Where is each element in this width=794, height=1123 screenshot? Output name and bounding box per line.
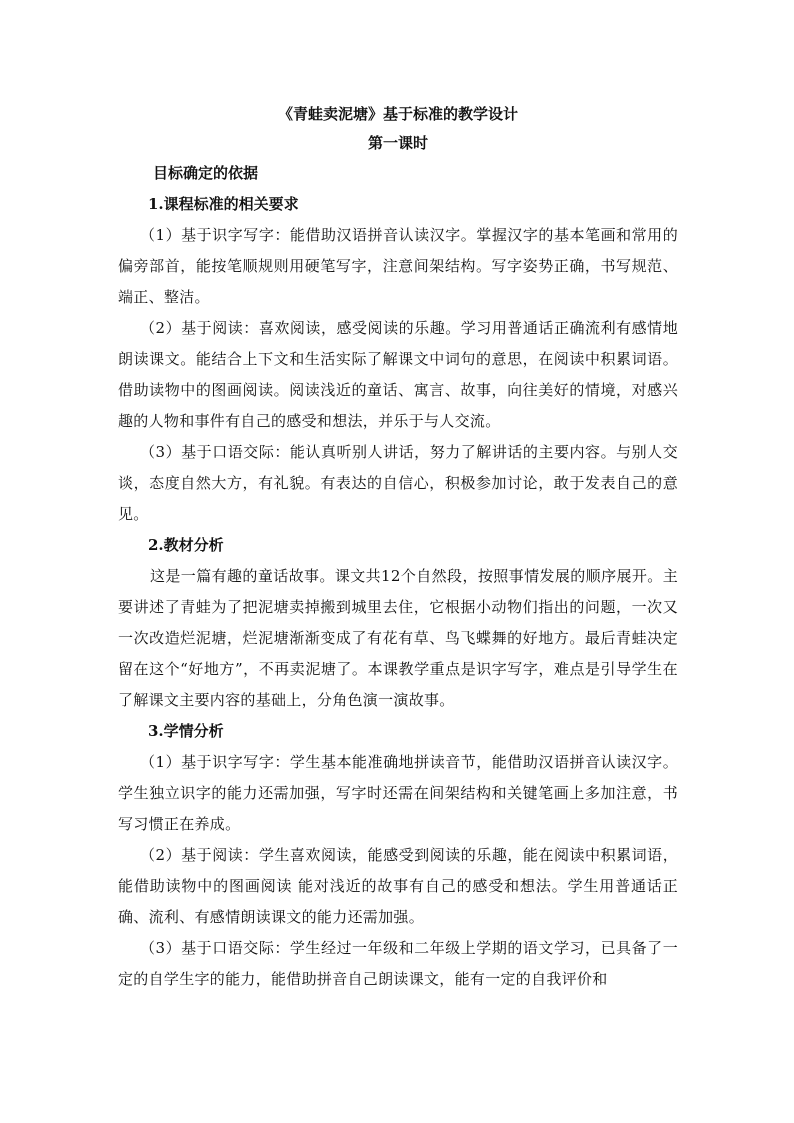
section-2-heading: 2.教材分析 bbox=[148, 536, 224, 554]
paragraph: （1）基于识字写字：能借助汉语拼音认读汉字。掌握汉字的基本笔画和常用的偏旁部首，能按笔顺规则用硬笔写字，注意间架结构。写字姿势正确，书写规范、端正、整洁。 bbox=[118, 226, 678, 306]
document-page bbox=[118, 100, 678, 995]
paragraph: （2）基于阅读：喜欢阅读，感受阅读的乐趣。学习用普通话正确流利有感情地朗读课文。能结合上下文和生活实际了解课文中词句的意思，在阅读中积累词语。借助读物中的图画阅读。阅读浅近的童话、寓言、故事，向往美好的情境，对感兴趣的人物和事件有自己的感受和想法，并乐于与人交流。 bbox=[118, 319, 678, 430]
paragraph: （3）基于口语交际：学生经过一年级和二年级上学期的语文学习，已具备了一定的自学生字的能力，能借助拼音自己朗读课文，能有一定的自我评价和 bbox=[118, 939, 678, 988]
paragraph: （1）基于识字写字：学生基本能准确地拼读音节，能借助汉语拼音认读汉字。学生独立识字的能力还需加强，写字时还需在间架结构和关键笔画上多加注意，书写习惯正在养成。 bbox=[118, 753, 678, 833]
paragraph: 这是一篇有趣的童话故事。课文共12个自然段，按照事情发展的顺序展开。主要讲述了青蛙为了把泥塘卖掉搬到城里去住，它根据小动物们指出的问题，一次又一次改造烂泥塘，烂泥塘渐渐变成了有花有草、鸟飞蝶舞的好地方。最后青蛙决定留在这个“好地方”，不再卖泥塘了。本课教学重点是识字写字，难点是引导学生在了解课文主要内容的基础上，分角色演一演故事。 bbox=[118, 567, 678, 709]
paragraph: （3）基于口语交际：能认真听别人讲话，努力了解讲话的主要内容。与别人交谈，态度自然大方，有礼貌。有表达的自信心，积极参加讨论，敢于发表自己的意见。 bbox=[118, 443, 678, 523]
document-subtitle: 第一课时 bbox=[367, 134, 428, 152]
document-title: 《青蛙卖泥塘》基于标准的教学设计 bbox=[277, 105, 518, 123]
section-heading: 目标确定的依据 bbox=[153, 164, 259, 182]
paragraph: （2）基于阅读：学生喜欢阅读，能感受到阅读的乐趣，能在阅读中积累词语，能借助读物中的图画阅读 能对浅近的故事有自己的感受和想法。学生用普通话正确、流利、有感情朗读课文的能力还需加强。 bbox=[118, 846, 678, 926]
section-3-heading: 3.学情分析 bbox=[148, 722, 224, 740]
section-1-heading: 1.课程标准的相关要求 bbox=[148, 195, 299, 213]
